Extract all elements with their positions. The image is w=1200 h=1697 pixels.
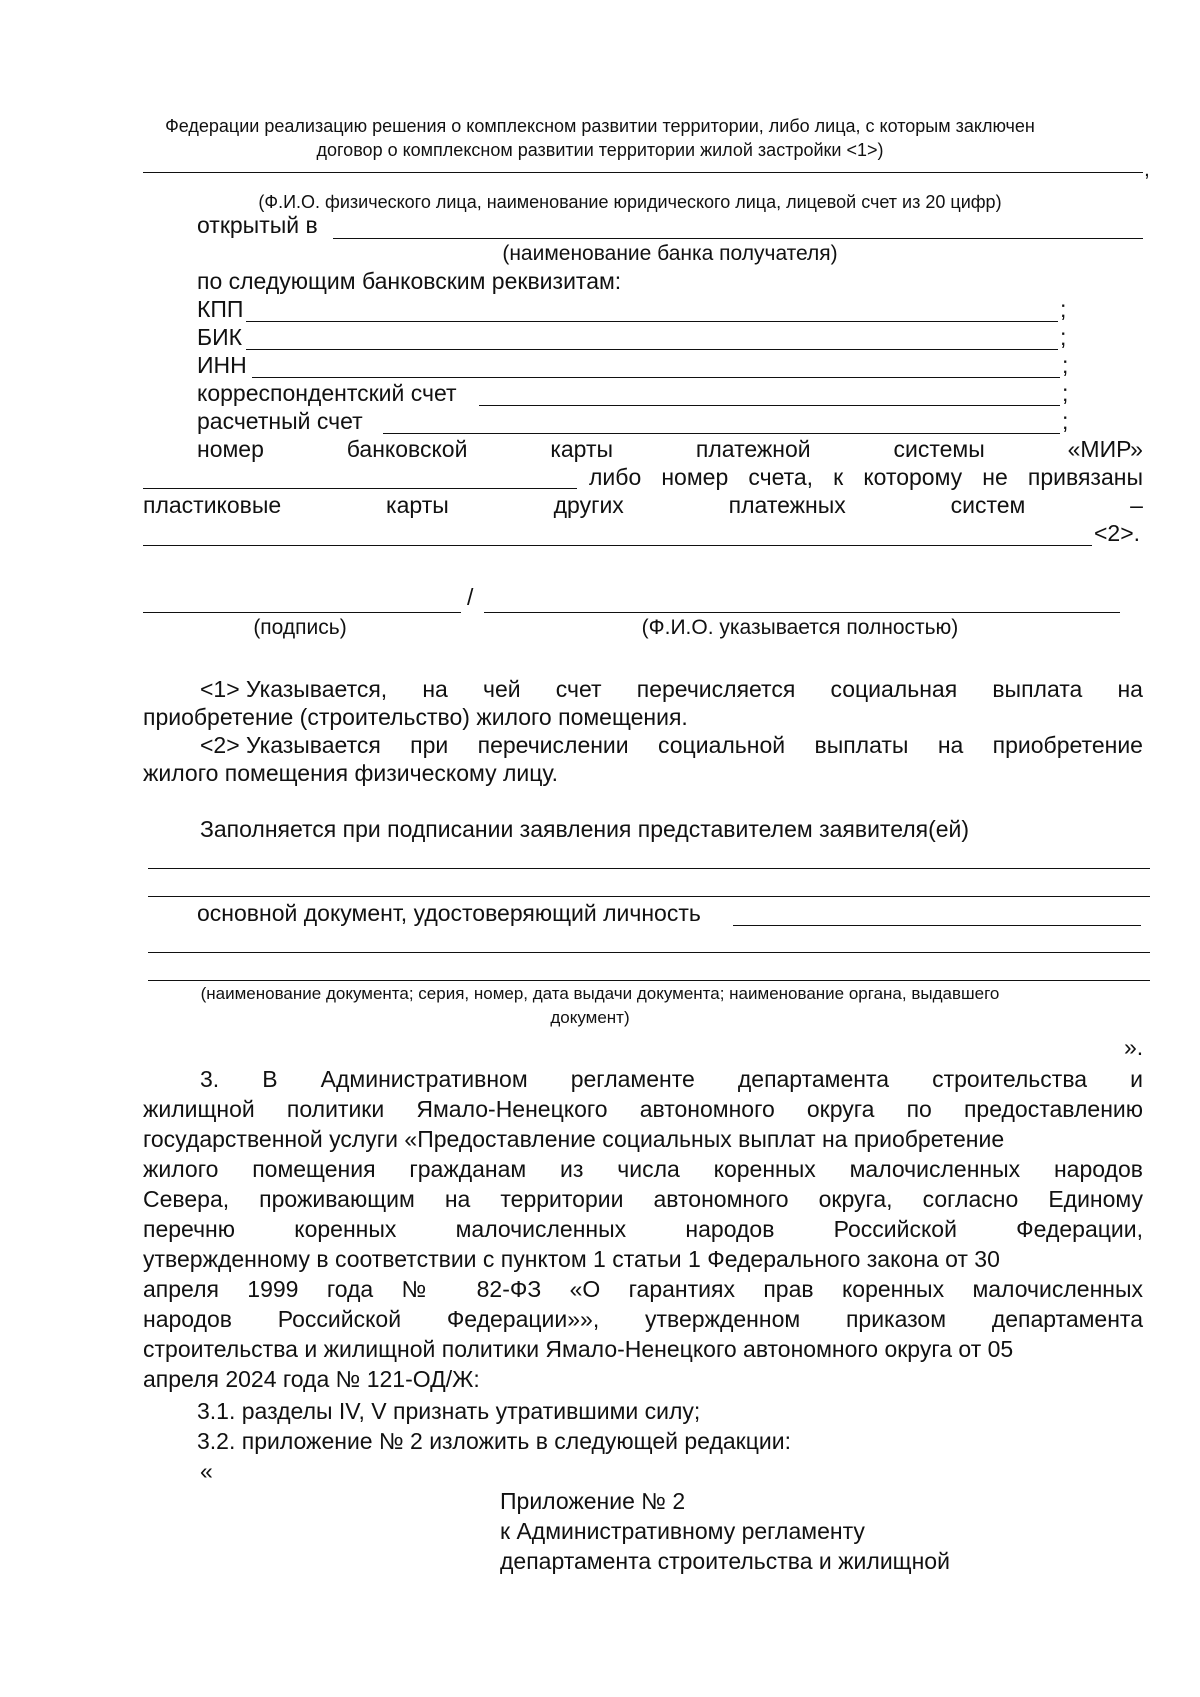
card-word: либо [589, 464, 642, 490]
card-word: номер [197, 436, 264, 462]
section3-line: государственной услуги «Предоставление социальных выплат на приобретение [143, 1126, 1005, 1152]
footnote-word: на [422, 676, 448, 702]
section3-line: жилищной политики Ямало-Ненецкого автономного округа по предоставлению [143, 1096, 1143, 1122]
recipient-name-line [143, 172, 1143, 173]
footnote-2-line-1 [200, 732, 1143, 759]
bik-line [246, 349, 1058, 350]
card-word: «МИР» [1067, 436, 1143, 462]
card-number-line [143, 488, 577, 489]
representative-title: Заполняется при подписании заявления представителем заявителя(ей) [200, 816, 970, 842]
inn-end: ; [1062, 352, 1069, 378]
signature-slash: / [467, 584, 474, 610]
id-document-caption-2: документ) [550, 1008, 630, 1027]
kpp-line [246, 321, 1058, 322]
footnote-1-line-2: приобретение (строительство) жилого помещения. [143, 704, 688, 730]
settlement-account-label: расчетный счет [197, 408, 363, 434]
footnote-word: социальная [830, 676, 958, 702]
card-line-1 [197, 436, 1143, 463]
settlement-account-line [383, 433, 1060, 434]
footnote-word: выплаты [814, 732, 909, 758]
footnote-word: чей [483, 676, 521, 702]
representative-line-4 [148, 980, 1150, 981]
footnote-word: на [1117, 676, 1143, 702]
section3-line: строительства и жилищной политики Ямало-Ненецкого автономного округа от 05 [143, 1336, 1014, 1362]
section3-line: апреля 1999 года № 82-ФЗ «О гарантиях прав коренных малочисленных [143, 1276, 1143, 1302]
section3-line: народов Российской Федерации»», утвержденном приказом департамента [143, 1306, 1143, 1332]
bik-label: БИК [197, 324, 243, 350]
card-word: платежных [728, 492, 846, 518]
header-line-2: договор о комплексном развитии территории жилой застройки <1>) [316, 140, 884, 160]
bank-caption: (наименование банка получателя) [502, 242, 838, 265]
recipient-fio-caption: (Ф.И.О. физического лица, наименование юридического лица, лицевой счет из 20 цифр) [258, 192, 1002, 212]
section3-line: перечню коренных малочисленных народов Российской Федерации, [143, 1216, 1143, 1242]
card-word: карты [386, 492, 449, 518]
corr-account-line [479, 405, 1060, 406]
bik-end: ; [1060, 324, 1067, 350]
section3-line: апреля 2024 года № 121-ОД/Ж: [143, 1366, 480, 1392]
settlement-account-end: ; [1062, 408, 1069, 434]
closing-quote: ». [1124, 1034, 1144, 1060]
kpp-label: КПП [197, 296, 244, 322]
footnote-1-line-1 [200, 676, 1143, 703]
section3-line: 3. В Административном регламенте департамента строительства и [200, 1066, 1143, 1092]
header-line-1: Федерации реализацию решения о комплексном развитии территории, либо лица, с которым заключен [165, 116, 1035, 136]
footnote-word: социальной [658, 732, 786, 758]
footnote-word: счет [555, 676, 602, 702]
corr-account-end: ; [1062, 380, 1069, 406]
card-word: привязаны [1027, 464, 1143, 490]
card-line-3 [143, 492, 1143, 519]
inn-label: ИНН [197, 352, 247, 378]
requisites-intro: по следующим банковским реквизитам: [197, 268, 622, 294]
footnote-word: <1> Указывается, [200, 676, 388, 702]
appendix-line-1: Приложение № 2 [500, 1488, 686, 1514]
kpp-end: ; [1060, 296, 1067, 322]
card-word: к [833, 464, 844, 490]
representative-line-1 [148, 868, 1150, 869]
representative-line-2 [148, 896, 1150, 897]
footnote-word: <2> Указывается [200, 732, 381, 758]
card-word: платежной [695, 436, 811, 462]
section3-item-2: 3.2. приложение № 2 изложить в следующей редакции: [197, 1428, 791, 1454]
card-word: системы [893, 436, 985, 462]
signature-fio-caption: (Ф.И.О. указывается полностью) [641, 616, 959, 639]
bank-name-line [333, 238, 1143, 239]
id-document-caption-1: (наименование документа; серия, номер, дата выдачи документа; наименование органа, выдавшего [200, 984, 1000, 1003]
representative-line-3 [148, 952, 1150, 953]
opened-in-label: открытый в [197, 212, 318, 238]
footnote-word: перечисляется [636, 676, 796, 702]
card-end-footnote: <2>. [1094, 520, 1141, 546]
section3-line: Севера, проживающим на территории автономного округа, согласно Единому [143, 1186, 1143, 1212]
footnote-2-line-2: жилого помещения физическому лицу. [143, 760, 559, 786]
inn-line [252, 377, 1060, 378]
signature-fio-line [484, 612, 1120, 613]
card-word: – [1130, 492, 1143, 518]
section3-line: жилого помещения гражданам из числа коренных малочисленных народов [143, 1156, 1143, 1182]
footnote-word: на [937, 732, 964, 758]
open-quote: « [200, 1458, 213, 1484]
card-word: пластиковые [143, 492, 282, 518]
card-word: карты [550, 436, 614, 462]
corr-account-label: корреспондентский счет [197, 380, 457, 406]
id-document-label: основной документ, удостоверяющий личность [197, 900, 701, 926]
footnote-word: приобретение [992, 732, 1143, 758]
recipient-name-comma: , [1144, 158, 1150, 181]
footnote-word: выплата [992, 676, 1083, 702]
signature-caption: (подпись) [253, 616, 347, 639]
card-word: систем [950, 492, 1026, 518]
card-word: банковской [346, 436, 468, 462]
alt-account-line [143, 545, 1092, 546]
signature-line [143, 612, 461, 613]
appendix-line-2: к Административному регламенту [500, 1518, 865, 1544]
card-word: которому [863, 464, 963, 490]
card-line-2 [589, 464, 1143, 491]
card-word: счета, [748, 464, 814, 490]
card-word: других [553, 492, 624, 518]
section3-item-1: 3.1. разделы IV, V признать утратившими силу; [197, 1398, 701, 1424]
card-word: номер [661, 464, 729, 490]
id-document-line [733, 925, 1141, 926]
footnote-word: при [410, 732, 449, 758]
appendix-line-3: департамента строительства и жилищной [500, 1548, 950, 1574]
card-word: не [982, 464, 1008, 490]
section3-line: утвержденному в соответствии с пунктом 1 статьи 1 Федерального закона от 30 [143, 1246, 1000, 1272]
footnote-word: перечислении [477, 732, 629, 758]
